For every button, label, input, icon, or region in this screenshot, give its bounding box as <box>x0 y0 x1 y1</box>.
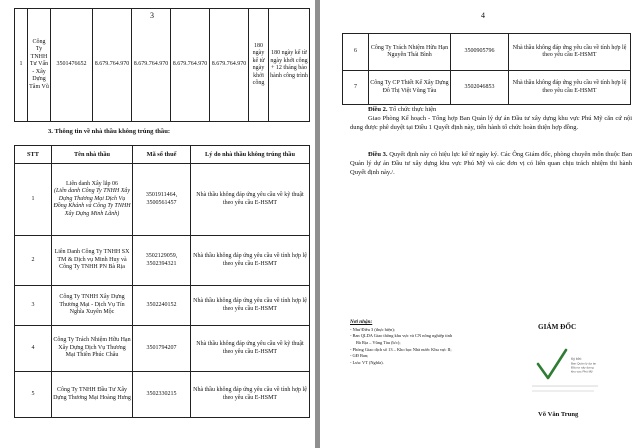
cell-tax: 3500905796 <box>451 34 509 71</box>
table-row <box>343 71 631 105</box>
section-title: 3. Thông tin về nhà thầu không trúng thầu: <box>48 128 171 135</box>
cell-name: Công Ty Trách Nhiệm Hữu Hạn Nguyễn Thái Bình <box>369 34 451 71</box>
recipient-item: - Lưu: VT (Nghĩa). <box>350 359 384 365</box>
cell-stt: 2 <box>15 236 52 286</box>
bidder-name-note: (Liên danh Công Ty TNHH Xây Dựng Thương Mại Dịch Vụ Đồng Khánh và Công Ty TNHH Xây Dựng Minh Lãnh) <box>53 188 131 217</box>
cell-value: 8.679.764.970 <box>132 9 171 122</box>
table-row <box>15 236 310 286</box>
cell-reason: Nhà thầu không đáp ứng yêu cầu về tính hợp lệ theo yêu cầu E-HSMT <box>191 372 310 418</box>
article-2-heading <box>350 105 632 114</box>
svg-text:khu vực Phú Mỹ: khu vực Phú Mỹ <box>571 369 593 374</box>
recipient-item: - Như Điều 3 (thực hiện); <box>350 326 395 332</box>
cell-stt: 6 <box>343 34 369 71</box>
table-row <box>15 9 310 122</box>
article-3-body: Quyết định này có hiệu lực kể từ ngày ký. Các Ông Giám đốc, phòng chuyên môn thuộc Ban Quản lý dự án Đầu tư xây dựng khu vực Phú Mỹ và các đơn vị có liên quan chịu trách nhiệm thi hành Quyết định này./. <box>350 151 633 177</box>
article-2-body: Giao Phòng Kế hoạch - Tổng hợp Ban Quản lý dự án Đầu tư xây dựng khu vực Phú Mỹ căn cứ nội dung được phê duyệt tại Điều 1 Quyết định này, tiến hành tổ chức hoàn thiện hợp đồng. <box>350 115 632 132</box>
article-label: Điều 3. <box>368 151 388 158</box>
cell-stt: 7 <box>343 71 369 105</box>
table-row <box>343 34 631 71</box>
cell-tax: 3502129059, 3502394321 <box>133 236 191 286</box>
signer-title: GIÁM ĐỐC <box>538 323 577 331</box>
signer-name: Võ Văn Trung <box>538 411 579 418</box>
article-2 <box>350 105 632 133</box>
table-row <box>15 164 310 236</box>
cell-reason: Nhà thầu không đáp ứng yêu cầu về tính hợp lệ theo yêu cầu E-HSMT <box>191 286 310 326</box>
article-title: Tổ chức thực hiện <box>387 106 437 113</box>
cell-reason: Nhà thầu không đáp ứng yêu cầu về tính hợp lệ theo yêu cầu E-HSMT <box>191 236 310 286</box>
cell-name: Công Ty Trách Nhiệm Hữu Hạn Xây Dựng Dịch Vụ Thương Mại Thiên Phúc Châu <box>52 326 133 372</box>
bidder-name: Liên danh Xây lắp 06 <box>66 180 118 187</box>
digital-signature-stamp-icon <box>524 334 604 408</box>
recipients-title: Nơi nhận: <box>350 319 373 325</box>
cell-name: Công Ty TNHH Xây Dựng Thương Mại - Dịch Vụ Tín Nghĩa Xuyên Mộc <box>52 286 133 326</box>
cell-name: Công Ty CP Thiết Kế Xây Dựng Đô Thị Việt Vũng Tàu <box>369 71 451 105</box>
cell-value: 8.679.764.970 <box>210 9 249 122</box>
header-stt: STT <box>15 146 52 164</box>
recipient-item: Bà Rịa – Vũng Tàu (b/c); <box>356 340 401 346</box>
page-number: 4 <box>481 11 485 20</box>
cell-tax-code: 3501476652 <box>51 9 93 122</box>
table-row <box>15 326 310 372</box>
header-reason: Lý do nhà thầu không trúng thầu <box>191 146 310 164</box>
cell-stt: 3 <box>15 286 52 326</box>
cell-tax: 3502330215 <box>133 372 191 418</box>
recipients-block <box>350 319 478 366</box>
table-row <box>15 372 310 418</box>
cell-reason: Nhà thầu không đáp ứng yêu cầu về kỹ thuật theo yêu cầu E-HSMT <box>191 164 310 236</box>
article-3 <box>350 150 632 178</box>
recipient-item: - GĐ Ban; <box>350 353 369 359</box>
svg-text:Đầu tư xây dựng: Đầu tư xây dựng <box>571 365 594 370</box>
svg-text:Ký bởi:: Ký bởi: <box>571 357 582 361</box>
cell-tax: 3501794207 <box>133 326 191 372</box>
table-header-row <box>15 146 310 164</box>
cell-name: Công Ty TNHH Tư Vấn - Xây Dựng Tâm Vũ <box>28 9 51 122</box>
cell-name: Liên Danh Công Ty TNHH SX TM & Dịch vụ Minh Huy và Công Ty TNHH PN Bà Rịa <box>52 236 133 286</box>
header-name: Tên nhà thầu <box>52 146 133 164</box>
cell-reason: Nhà thầu không đáp ứng yêu cầu về tính hợp lệ theo yêu cầu E-HSMT <box>509 71 631 105</box>
winner-table <box>14 8 310 122</box>
cell-stt: 4 <box>15 326 52 372</box>
recipient-item: - Phòng Giao dịch số 13 – Kho bạc Nhà nước Khu vực II; <box>350 346 452 352</box>
cell-days: 180 ngày kể từ ngày khởi công <box>249 9 269 122</box>
cell-duration: 180 ngày kể từ ngày khởi công + 12 tháng bảo hành công trình <box>269 9 310 122</box>
cell-stt: 1 <box>15 9 28 122</box>
cell-tax: 3502240152 <box>133 286 191 326</box>
cell-stt: 5 <box>15 372 52 418</box>
page-number: 3 <box>150 11 154 20</box>
cell-tax: 3502046853 <box>451 71 509 105</box>
cell-reason: Nhà thầu không đáp ứng yêu cầu về tính hợp lệ theo yêu cầu E-HSMT <box>509 34 631 71</box>
cell-value: 8.679.764.970 <box>93 9 132 122</box>
losing-bidders-table <box>14 145 310 418</box>
article-label: Điều 2. <box>368 106 388 113</box>
cell-name <box>52 164 133 236</box>
svg-text:Ban Quản lý dự án: Ban Quản lý dự án <box>571 361 597 366</box>
table-row <box>15 286 310 326</box>
cell-tax: 3501911464, 3500561457 <box>133 164 191 236</box>
page-3 <box>0 0 315 448</box>
cell-value: 8.679.764.970 <box>171 9 210 122</box>
cell-stt: 1 <box>15 164 52 236</box>
losing-bidders-table-continued <box>342 33 631 105</box>
recipient-item: - Ban QLDA Giao thông khu vực và CN nông nghiệp tỉnh <box>350 333 453 339</box>
cell-reason: Nhà thầu không đáp ứng yêu cầu về kỹ thuật theo yêu cầu E-HSMT <box>191 326 310 372</box>
cell-name: Công Ty TNHH Đầu Tư Xây Dựng Thương Mại Hoàng Hưng <box>52 372 133 418</box>
header-tax: Mã số thuế <box>133 146 191 164</box>
